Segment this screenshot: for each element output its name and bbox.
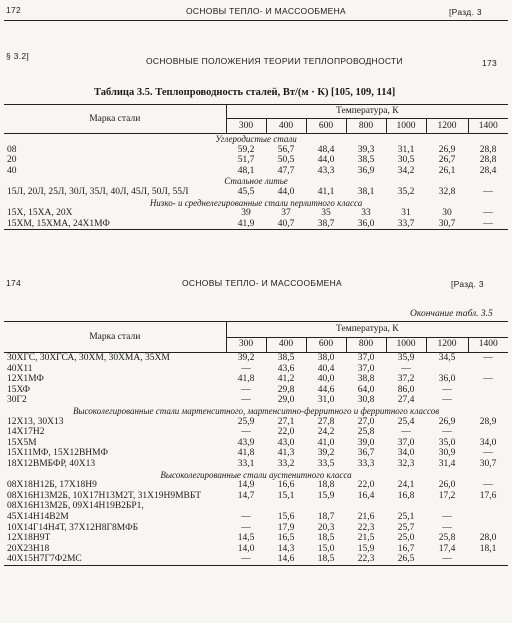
steel-grade: 30Г2	[7, 395, 27, 406]
steel-grade: 15Х11МФ, 15Х12ВНМФ	[7, 448, 108, 459]
value-cell	[468, 364, 508, 375]
continuation-label: Окончание табл. 3.5	[410, 309, 493, 319]
value-cell: 44,6	[317, 384, 335, 395]
value-cell: 41,3	[277, 448, 295, 459]
col-header-temperature: Температура, К	[226, 105, 508, 119]
value-cell: 33	[361, 208, 371, 219]
conductivity-table	[4, 104, 508, 230]
value-cell	[468, 427, 508, 438]
value-cell: 15,9	[317, 490, 335, 501]
value-cell: 25,8	[357, 427, 375, 438]
value-cell: 14,3	[277, 543, 295, 554]
section-heading-row	[4, 176, 508, 187]
table-row	[4, 512, 508, 523]
value-cell: 43,9	[237, 437, 255, 448]
value-cell: —	[241, 511, 251, 522]
value-cell: 22,0	[277, 427, 295, 438]
value-cell	[306, 501, 346, 512]
value-cell: 21,6	[357, 511, 375, 522]
section-ref-174: [Разд. 3	[451, 279, 484, 289]
section-heading-row	[4, 406, 508, 417]
value-cell: 16,5	[277, 533, 295, 544]
section-heading: Низко- и среднелегированные стали перлитного класса	[149, 197, 363, 208]
value-cell: —	[442, 427, 452, 438]
value-cell: 41,2	[277, 374, 295, 385]
section-ref-173: § 3.2]	[6, 51, 30, 61]
steel-grade: 20Х23Н18	[7, 543, 50, 554]
value-cell: 15,9	[357, 543, 375, 554]
section-heading: Высоколегированные стали аустенитного класса	[160, 469, 352, 480]
temp-header-800: 800	[346, 337, 386, 353]
value-cell: 64,0	[357, 384, 375, 395]
value-cell: 36,0	[438, 374, 456, 385]
value-cell: 27,8	[317, 416, 335, 427]
value-cell	[426, 364, 468, 375]
section-heading: Стальное литье	[224, 176, 288, 187]
value-cell: —	[226, 554, 266, 565]
table-row	[4, 187, 508, 198]
value-cell: —	[426, 554, 468, 565]
value-cell: 25,9	[237, 416, 255, 427]
value-cell: 16,7	[397, 543, 415, 554]
steel-grade: 15Х5М	[7, 437, 37, 448]
value-cell: 34,0	[397, 448, 415, 459]
value-cell: 22,3	[346, 554, 386, 565]
temp-header-600: 600	[306, 337, 346, 353]
col-header-grade: Марка стали	[4, 322, 226, 353]
value-cell: 28,0	[479, 533, 497, 544]
value-cell: 30,7	[479, 458, 497, 469]
steel-grade: 12Х18Н9Т	[7, 533, 51, 544]
value-cell: 86,0	[397, 384, 415, 395]
value-cell: 26,5	[386, 554, 426, 565]
section-heading: Высоколегированные стали мартенситного, мартенситно-ферритного и ферритного классов	[72, 405, 440, 416]
value-cell: —	[241, 384, 251, 395]
value-cell: 15,6	[277, 511, 295, 522]
value-cell: —	[483, 208, 493, 219]
value-cell: —	[442, 522, 452, 533]
value-cell: 22,3	[357, 522, 375, 533]
table-row	[4, 219, 508, 230]
table-row	[4, 438, 508, 449]
table-row	[4, 459, 508, 470]
steel-grade: 15ХМ, 15ХМА, 24Х1МФ	[4, 219, 226, 230]
temp-header-600: 600	[306, 119, 346, 134]
value-cell	[468, 554, 508, 565]
table-row	[4, 353, 508, 364]
temp-header-1200: 1200	[426, 337, 468, 353]
temp-header-400: 400	[266, 119, 306, 134]
value-cell: —	[241, 363, 251, 374]
value-cell: —	[483, 448, 493, 459]
value-cell	[386, 501, 426, 512]
value-cell: 48,1	[237, 165, 255, 176]
value-cell: 30,5	[397, 155, 415, 166]
value-cell: 26,9	[438, 416, 456, 427]
value-cell: 33,7	[386, 219, 426, 230]
table-row	[4, 145, 508, 156]
steel-grade: 08Х16Н13М2Б, 10Х17Н13М2Т, 31Х19Н9МВБТ	[7, 490, 202, 501]
value-cell: 30	[442, 208, 452, 219]
value-cell: 38,5	[277, 353, 295, 363]
steel-grade: 40Х11	[7, 363, 33, 374]
value-cell: 28,8	[479, 155, 497, 166]
value-cell: 41,8	[237, 448, 255, 459]
value-cell: 51,7	[237, 155, 255, 166]
value-cell	[468, 523, 508, 534]
value-cell: 33,1	[237, 458, 255, 469]
value-cell: 27,0	[357, 416, 375, 427]
value-cell: —	[442, 384, 452, 395]
steel-grade: 40Х15Н7Г7Ф2МС	[4, 554, 226, 565]
value-cell: 17,4	[438, 543, 456, 554]
value-cell: 37,0	[357, 353, 375, 363]
value-cell: 41,9	[226, 219, 266, 230]
value-cell: 14,5	[237, 533, 255, 544]
table-row	[4, 491, 508, 502]
value-cell: 18,7	[317, 511, 335, 522]
conductivity-table-continued	[4, 321, 508, 566]
temp-header-1000: 1000	[386, 119, 426, 134]
value-cell: 40,7	[266, 219, 306, 230]
table-row	[4, 417, 508, 428]
table-row	[4, 501, 508, 512]
value-cell	[346, 501, 386, 512]
value-cell: 44,0	[277, 186, 295, 197]
col-header-grade: Марка стали	[4, 105, 226, 134]
value-cell: 17,2	[438, 490, 456, 501]
table-row	[4, 155, 508, 166]
value-cell: 39,2	[317, 448, 335, 459]
steel-grade: 12Х1МФ	[7, 374, 44, 385]
steel-grade: 12Х13, 30Х13	[7, 416, 64, 427]
value-cell: 26,9	[438, 144, 456, 155]
value-cell: —	[442, 395, 452, 406]
table-row	[4, 208, 508, 219]
value-cell: 15,0	[317, 543, 335, 554]
steel-grade: 45Х14Н14В2М	[7, 511, 69, 522]
temp-header-1000: 1000	[386, 337, 426, 353]
value-cell: 50,5	[277, 155, 295, 166]
value-cell: 38,1	[357, 186, 375, 197]
value-cell: 27,1	[277, 416, 295, 427]
page-number-174: 174	[6, 278, 22, 288]
value-cell: 39,2	[237, 353, 255, 363]
section-heading-row	[4, 134, 508, 145]
value-cell: 29,8	[277, 384, 295, 395]
value-cell: 31,1	[397, 144, 415, 155]
value-cell: 25,1	[397, 511, 415, 522]
value-cell: 24,1	[397, 480, 415, 491]
value-cell: 43,0	[277, 437, 295, 448]
value-cell: —	[401, 427, 411, 438]
page-number-172: 172	[6, 5, 22, 15]
value-cell: —	[483, 353, 493, 363]
value-cell: 43,6	[277, 363, 295, 374]
section-ref-172: [Разд. 3	[449, 7, 482, 17]
value-cell: 14,9	[237, 480, 255, 491]
value-cell: 28,9	[479, 416, 497, 427]
header-rule	[4, 20, 508, 21]
value-cell: 25,8	[438, 533, 456, 544]
col-header-temperature: Температура, К	[226, 322, 508, 338]
value-cell: 16,4	[357, 490, 375, 501]
table-caption: Таблица 3.5. Теплопроводность сталей, Вт/(м · К) [105, 109, 114]	[94, 87, 396, 98]
value-cell: 39	[241, 208, 251, 219]
table-row	[4, 395, 508, 406]
temp-header-300: 300	[226, 119, 266, 134]
value-cell: 33,2	[277, 458, 295, 469]
value-cell: 25,4	[397, 416, 415, 427]
table-row	[4, 523, 508, 534]
value-cell: 43,3	[317, 165, 335, 176]
value-cell: 34,2	[397, 165, 415, 176]
running-title-173: ОСНОВНЫЕ ПОЛОЖЕНИЯ ТЕОРИИ ТЕПЛОПРОВОДНОСТИ	[146, 56, 403, 66]
value-cell: 38,0	[317, 353, 335, 363]
value-cell: 28,4	[479, 165, 497, 176]
value-cell: 31,0	[317, 395, 335, 406]
value-cell: 28,8	[479, 144, 497, 155]
value-cell: 18,8	[317, 480, 335, 491]
page-number-173: 173	[482, 58, 498, 68]
value-cell: 30,8	[357, 395, 375, 406]
value-cell: 29,0	[277, 395, 295, 406]
section-heading: Углеродистые стали	[215, 134, 297, 144]
running-title-174: ОСНОВЫ ТЕПЛО- И МАССООБМЕНА	[182, 278, 342, 288]
running-title-172: ОСНОВЫ ТЕПЛО- И МАССООБМЕНА	[186, 6, 346, 16]
value-cell: 48,4	[317, 144, 335, 155]
value-cell: 39,3	[357, 144, 375, 155]
value-cell: 14,0	[237, 543, 255, 554]
table-row	[4, 448, 508, 459]
value-cell: 24,2	[317, 427, 335, 438]
value-cell: 37,0	[357, 363, 375, 374]
steel-grade: 14Х17Н2	[7, 427, 45, 438]
value-cell: 25,0	[397, 533, 415, 544]
value-cell: —	[483, 480, 493, 491]
steel-grade: 15ХФ	[7, 384, 31, 395]
table-row	[4, 166, 508, 177]
value-cell: 17,6	[479, 490, 497, 501]
table-row	[4, 374, 508, 385]
temp-header-300: 300	[226, 337, 266, 353]
value-cell: —	[401, 363, 411, 374]
value-cell: 41,1	[317, 186, 335, 197]
value-cell: 14,6	[266, 554, 306, 565]
value-cell: 36,7	[357, 448, 375, 459]
value-cell: 56,7	[277, 144, 295, 155]
value-cell: 18,5	[306, 554, 346, 565]
temp-header-1400: 1400	[468, 337, 508, 353]
value-cell: 38,8	[357, 374, 375, 385]
table-row	[4, 544, 508, 555]
table-row	[4, 385, 508, 396]
table-row	[4, 533, 508, 544]
value-cell	[468, 395, 508, 406]
value-cell: 59,2	[237, 144, 255, 155]
temp-header-1400: 1400	[468, 119, 508, 134]
value-cell: —	[483, 186, 493, 197]
value-cell: —	[241, 522, 251, 533]
value-cell: 34,0	[479, 437, 497, 448]
value-cell: 27,4	[397, 395, 415, 406]
value-cell: —	[241, 427, 251, 438]
steel-grade: 08	[7, 144, 17, 155]
value-cell: 38,7	[306, 219, 346, 230]
value-cell: 14,7	[237, 490, 255, 501]
value-cell: 35,2	[397, 186, 415, 197]
value-cell: 16,6	[277, 480, 295, 491]
value-cell: 36,0	[346, 219, 386, 230]
temp-header-400: 400	[266, 337, 306, 353]
table-row	[4, 364, 508, 375]
table-row	[4, 554, 508, 565]
steel-grade: 18Х12ВМБФР, 40Х13	[7, 458, 96, 469]
steel-grade: 20	[7, 155, 17, 166]
temp-header-1200: 1200	[426, 119, 468, 134]
value-cell	[468, 512, 508, 523]
value-cell: 44,0	[317, 155, 335, 166]
value-cell: 41,8	[237, 374, 255, 385]
steel-grade: 15Л, 20Л, 25Л, 30Л, 35Л, 40Л, 45Л, 50Л, 55Л	[7, 186, 189, 197]
value-cell: 33,3	[357, 458, 375, 469]
value-cell: 40,0	[317, 374, 335, 385]
value-cell: 47,7	[277, 165, 295, 176]
value-cell: 37,0	[397, 437, 415, 448]
value-cell	[468, 385, 508, 396]
value-cell: 35,0	[438, 437, 456, 448]
steel-grade: 10Х14Г14Н4Т, 37Х12Н8Г8МФБ	[7, 522, 139, 533]
value-cell: 35,9	[397, 353, 415, 363]
value-cell: 32,8	[438, 186, 456, 197]
value-cell: 34,5	[438, 353, 456, 363]
value-cell: 18,1	[479, 543, 497, 554]
value-cell	[266, 501, 306, 512]
value-cell: 45,5	[237, 186, 255, 197]
value-cell: 30,9	[438, 448, 456, 459]
value-cell: 31	[401, 208, 411, 219]
value-cell: 37,2	[397, 374, 415, 385]
value-cell	[226, 501, 266, 512]
table-row	[4, 480, 508, 491]
value-cell: 41,0	[317, 437, 335, 448]
value-cell	[426, 501, 468, 512]
value-cell: —	[241, 395, 251, 406]
section-heading-row	[4, 198, 508, 209]
steel-grade: 08Х18Н12Б, 17Х18Н9	[7, 480, 97, 491]
value-cell: 32,3	[397, 458, 415, 469]
value-cell: 15,1	[277, 490, 295, 501]
value-cell: 26,7	[438, 155, 456, 166]
value-cell: 30,7	[426, 219, 468, 230]
value-cell: 36,9	[357, 165, 375, 176]
steel-grade: 40	[7, 165, 17, 176]
value-cell: —	[468, 219, 508, 230]
steel-grade: 15Х, 15ХА, 20Х	[7, 208, 73, 219]
value-cell: 26,1	[438, 165, 456, 176]
value-cell: 17,9	[277, 522, 295, 533]
value-cell: 38,5	[357, 155, 375, 166]
steel-grade: 08Х16Н13М2Б, 09Х14Н19В2БР1,	[7, 501, 144, 512]
value-cell: 40,4	[317, 363, 335, 374]
value-cell: 25,7	[397, 522, 415, 533]
value-cell: 20,3	[317, 522, 335, 533]
table-row	[4, 427, 508, 438]
section-heading-row	[4, 470, 508, 481]
value-cell: —	[483, 374, 493, 385]
value-cell: 21,5	[357, 533, 375, 544]
value-cell: 33,5	[317, 458, 335, 469]
value-cell: 16,8	[397, 490, 415, 501]
value-cell: 39,0	[357, 437, 375, 448]
value-cell: 35	[321, 208, 331, 219]
value-cell: —	[442, 511, 452, 522]
value-cell	[468, 501, 508, 512]
value-cell: 22,0	[357, 480, 375, 491]
temp-header-800: 800	[346, 119, 386, 134]
value-cell: 18,5	[317, 533, 335, 544]
steel-grade: 30ХГС, 30ХГСА, 30ХМ, 30ХМА, 35ХМ	[7, 353, 170, 363]
value-cell: 31,4	[438, 458, 456, 469]
value-cell: 26,0	[438, 480, 456, 491]
value-cell: 37	[281, 208, 291, 219]
